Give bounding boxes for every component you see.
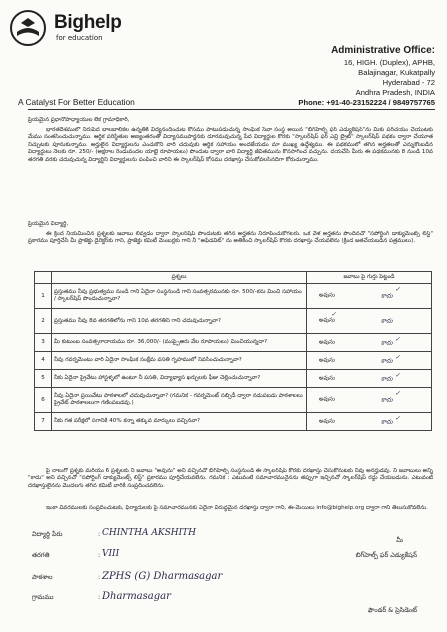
- answer-no-option[interactable]: కాదు: [381, 375, 393, 382]
- answer-yes-option[interactable]: అవును: [319, 396, 335, 403]
- question-text: నీకు ఏదైనా ప్రైవేటు హాస్టళ్ళలో ఉంటూ నీ పసతి, విద్యాభ్యాస ఖర్చులకు ఫీజు చెల్లించుచున్నావా?: [52, 370, 307, 388]
- handwritten-field-value[interactable]: ZPHS (G) Dharmasagar: [102, 571, 223, 582]
- office-address: [235, 44, 435, 108]
- brand-name: Bighelp: [54, 12, 122, 33]
- question-number: 2: [35, 309, 52, 334]
- question-number: 5: [35, 370, 52, 388]
- answer-cell[interactable]: [307, 334, 432, 352]
- bighelp-logo-icon: [10, 10, 46, 46]
- field-colon: :: [98, 530, 101, 538]
- question-number: 1: [35, 284, 52, 309]
- answer-no-option[interactable]: కాదు: [381, 396, 393, 404]
- answer-cell[interactable]: [307, 352, 432, 370]
- answer-cell[interactable]: [307, 413, 432, 431]
- brand-subtitle: for education: [56, 34, 103, 42]
- office-line-4: Andhra Pradesh, INDIA: [355, 88, 435, 97]
- answer-yes-option[interactable]: అవును: [319, 317, 335, 324]
- field-label: విద్యార్థి పేరు: [32, 530, 63, 538]
- question-text: నీవు ఏదైనా ప్రయివేటు పాఠశాలలో చదువుచున్నావా? (గమనిక - గవర్నమెంట్ సబ్సిడీ ద్వారా నడుపబడు పాఠశాలలు ప్రైవేట్ పాఠశాలలుగా గణింపబడవు.): [52, 388, 307, 413]
- handwritten-check-mark: ✓: [395, 354, 401, 361]
- table-row: [35, 370, 432, 388]
- table-row: [35, 352, 432, 370]
- answer-no-option[interactable]: కాదు: [381, 292, 393, 300]
- handwritten-check-mark: ✓: [331, 311, 337, 318]
- office-title: Administrative Office:: [331, 45, 435, 56]
- table-row: [35, 388, 432, 413]
- field-label: తరగతి: [32, 551, 50, 559]
- header-divider: [28, 109, 435, 110]
- table-header-row: [35, 272, 432, 284]
- eligibility-note-paragraph: పై నాలుగో ప్రశ్నకు మరియు 6 ప్రశ్నలకు నీ జవాబు "అవును" అని వచ్చినచో బిగ్‌హెల్ప్ సంస్థనుండి ఈ స్కాలర్‌షిప్ కొరకు దరఖాస్తు చేసుకొనుటకు నీవు అనర్హుడవు. నీ జవాబులు అన్నీ "కాదు" అని వచ్చినచో "సపోర్టింగ్ డాక్యుమెంట్స్ లిస్ట్" ప్రకారము పూర్తిచేయవలెను. గమనిక : ఎటువంటి సమాచారమునైనను తప్పుగా ఇచ్చినచో స్కాలర్‌షిప్ రద్దు చేయబడును. ఎటువంటి దరఖాస్తులైనను మొదలగు తగిన కమిటీ వారికి సంప్రదించవలెను.: [28, 468, 433, 489]
- signature-organization: బిగ్‌హెల్ప్ ఫర్ ఎడ్యుకేషన్: [355, 551, 417, 559]
- question-number: 4: [35, 352, 52, 370]
- field-label: పాఠశాల: [32, 573, 53, 581]
- office-line-1: 16, HIGH. (Duplex), APHB,: [343, 58, 435, 67]
- intro-paragraph: భారతదేశములో నిరుపేద బాలబాలికల ఉన్నతికి విద్యనందించుట కోసము పాటుపడుచున్న సాంఘిక సేవా సంస్థ అయిన "బిగ్‌హెల్ప్ ఫర్ ఎడ్యుకేషన్"ను మీకు పరిచయం చేయుటకు మేము సంతసించుచున్నాము. ఆర్థిక పరిస్థితుల అణ్యంతరంతో విద్యాసముపార్జనకు దూరమవుచున్న పేద విద్యార్థుల కొరకు "స్కాలర్‌షిప్ ఫర్ ఎవ్రి బ్రైట్" స్కాలర్‌షిప్ పథకం ద్వారా చేయూత నిచ్చుటకు పూనుకున్నాము. అర్హులైన విద్యార్థులను ఎంచుకొని వారి చదువుకు ఆర్థిక సహాయం అందజేయడం మా ముఖ్య ఉద్దేశ్యము. ఈ పథకములో తగిన అర్హతలతో ఎన్నుకొంబడిన విద్యార్థులు నెలకు రూ. 250/- (అక్షరాల రెండువందల యాభై రూపాయలు) పొందుట ద్వారా వారి విద్యార్థి జీవితమును కొనసాగించ వచ్చును. దయచేసి మీరు ఈ పథకమునకు 8 నుండి 10వ తరగతి వరకు చదువుచున్న విద్యార్థిని విద్యార్థులను పంపించి వారిని ఈ స్కాలర్‌షిప్ కోసము దరఖాస్తు చేసుకోవలసినదిగా కోరుచున్నాము.: [28, 127, 433, 163]
- question-text: మీ కుటుంబ సంవత్సరాదాయము రూ. 36,000/- (ముప్పైఆరు వేల రూపాయలు) మించియున్నదా?: [52, 334, 307, 352]
- question-text: నీవు గవర్నమెంటు వారి ఏదైనా సాంఘిక సంక్షేమ వసతి గృహములో నివసించుచున్నావా?: [52, 352, 307, 370]
- field-colon: :: [98, 573, 101, 581]
- field-colon: :: [98, 593, 101, 601]
- question-text: ప్రస్తుతము నీవు 8వ తరగతిలోను గాని 10వ తరగతిని గాని చదువుచున్నావా?: [52, 309, 307, 334]
- handwritten-check-mark: ✓: [395, 372, 401, 379]
- answer-no-option[interactable]: కాదు: [381, 339, 393, 346]
- answer-cell[interactable]: [307, 370, 432, 388]
- salutation-headmaster: ప్రియమైన ప్రధానోపాధ్యాయుల లేక గ్రామాధికారి,: [28, 117, 130, 123]
- answer-no-option[interactable]: కాదు: [381, 357, 393, 364]
- office-line-3: Hyderabad - 72: [382, 78, 435, 87]
- signature-yours-label: మీ: [396, 536, 403, 544]
- contact-paragraph: ఇంకా వివరములకు సంప్రదించుటకు, ఫిర్యాదులకు పై సమాచారమునకు ఏదైనా విరుద్ధమైన దరఖాస్తు ద్వారా గాని, ఈ-మెయిలు info@bighelp.org ద్వారా గాని తెలుసుకోవలెను.: [46, 505, 428, 511]
- answer-no-option[interactable]: కాదు: [381, 317, 393, 325]
- handwritten-check-mark: ✓: [395, 336, 401, 343]
- table-row: [35, 309, 432, 334]
- instructions-paragraph: ఈ క్రింద నియమించిన ప్రశ్నలకు జవాబు లివ్వడం ద్వారా స్కాలర్‌షిప్ పొందుటకు తగిన అర్హతను నిరూపించుకోగలరు. ఒక వేళ అర్హతను పొందినచో "సపోర్టింగ్ డాక్యుమెంట్స్ లిస్ట్" ప్రకారము పూర్తిచేసి మీ ప్రాజెక్టు డైరెక్టర్‌కు గాని, ప్రాజెక్టు కమిటీ మెంబర్లకు గాని నీ "అఫిడవిట్" ను అతికించి స్కాలర్‌షిప్ కొరకు దరఖాస్తు చేయవలెను (క్రింద జతచేయబడిన పత్రములు).: [28, 231, 433, 245]
- header-number-cell: [35, 272, 52, 284]
- handwritten-check-mark: ✓: [395, 286, 401, 293]
- answer-yes-option[interactable]: అవును: [319, 375, 335, 381]
- answer-no-option[interactable]: కాదు: [381, 418, 393, 425]
- question-text: నీకు గత పరీక్షలో సగానికి 40% కన్నా తక్కువ మార్కులు వచ్చినవా?: [52, 413, 307, 431]
- handwritten-check-mark: ✓: [395, 415, 401, 422]
- answer-cell[interactable]: [307, 388, 432, 413]
- table-row: [35, 334, 432, 352]
- answer-yes-option[interactable]: అవును: [319, 292, 335, 299]
- question-number: 3: [35, 334, 52, 352]
- answer-yes-option[interactable]: అవును: [319, 418, 335, 424]
- salutation-student: ప్రియమైన విద్యార్థి,: [28, 221, 69, 227]
- question-number: 7: [35, 413, 52, 431]
- header-answer-cell: జవాబు పై గుర్తు పెట్టండి: [307, 272, 432, 284]
- answer-cell[interactable]: [307, 284, 432, 309]
- table-row: [35, 284, 432, 309]
- tagline: A Catalyst For Better Education: [18, 97, 135, 107]
- handwritten-check-mark: ✓: [395, 390, 401, 397]
- handwritten-field-value[interactable]: Dharmasagar: [102, 591, 171, 602]
- answer-cell[interactable]: [307, 309, 432, 334]
- question-text: ప్రస్తుతము నీవు ప్రభుత్వము నుండి గాని ఏదైనా సంస్థనుండి గాని సంవత్సరమునకు రూ. 500/-కను మించి సహాయం / స్కాలర్‌షిప్ పొందుచున్నావా?: [52, 284, 307, 309]
- signature-title: ఫౌండర్ & ప్రెసిడెంట్: [367, 606, 417, 614]
- answer-yes-option[interactable]: అవును: [319, 357, 335, 363]
- handwritten-field-value[interactable]: VIII: [102, 549, 120, 559]
- question-number: 6: [35, 388, 52, 413]
- answer-yes-option[interactable]: అవును: [319, 339, 335, 345]
- office-phone: Phone: +91-40-23152224 / 9849757765: [298, 98, 435, 107]
- header-question-cell: ప్రశ్నలు: [52, 272, 307, 284]
- field-colon: :: [98, 551, 101, 559]
- eligibility-question-table: [34, 271, 432, 431]
- table-row: [35, 413, 432, 431]
- handwritten-field-value[interactable]: CHINTHA AKSHITH: [102, 528, 197, 538]
- field-label: గ్రామము: [32, 593, 54, 601]
- office-line-2: Balajinagar, Kukatpally: [358, 68, 435, 77]
